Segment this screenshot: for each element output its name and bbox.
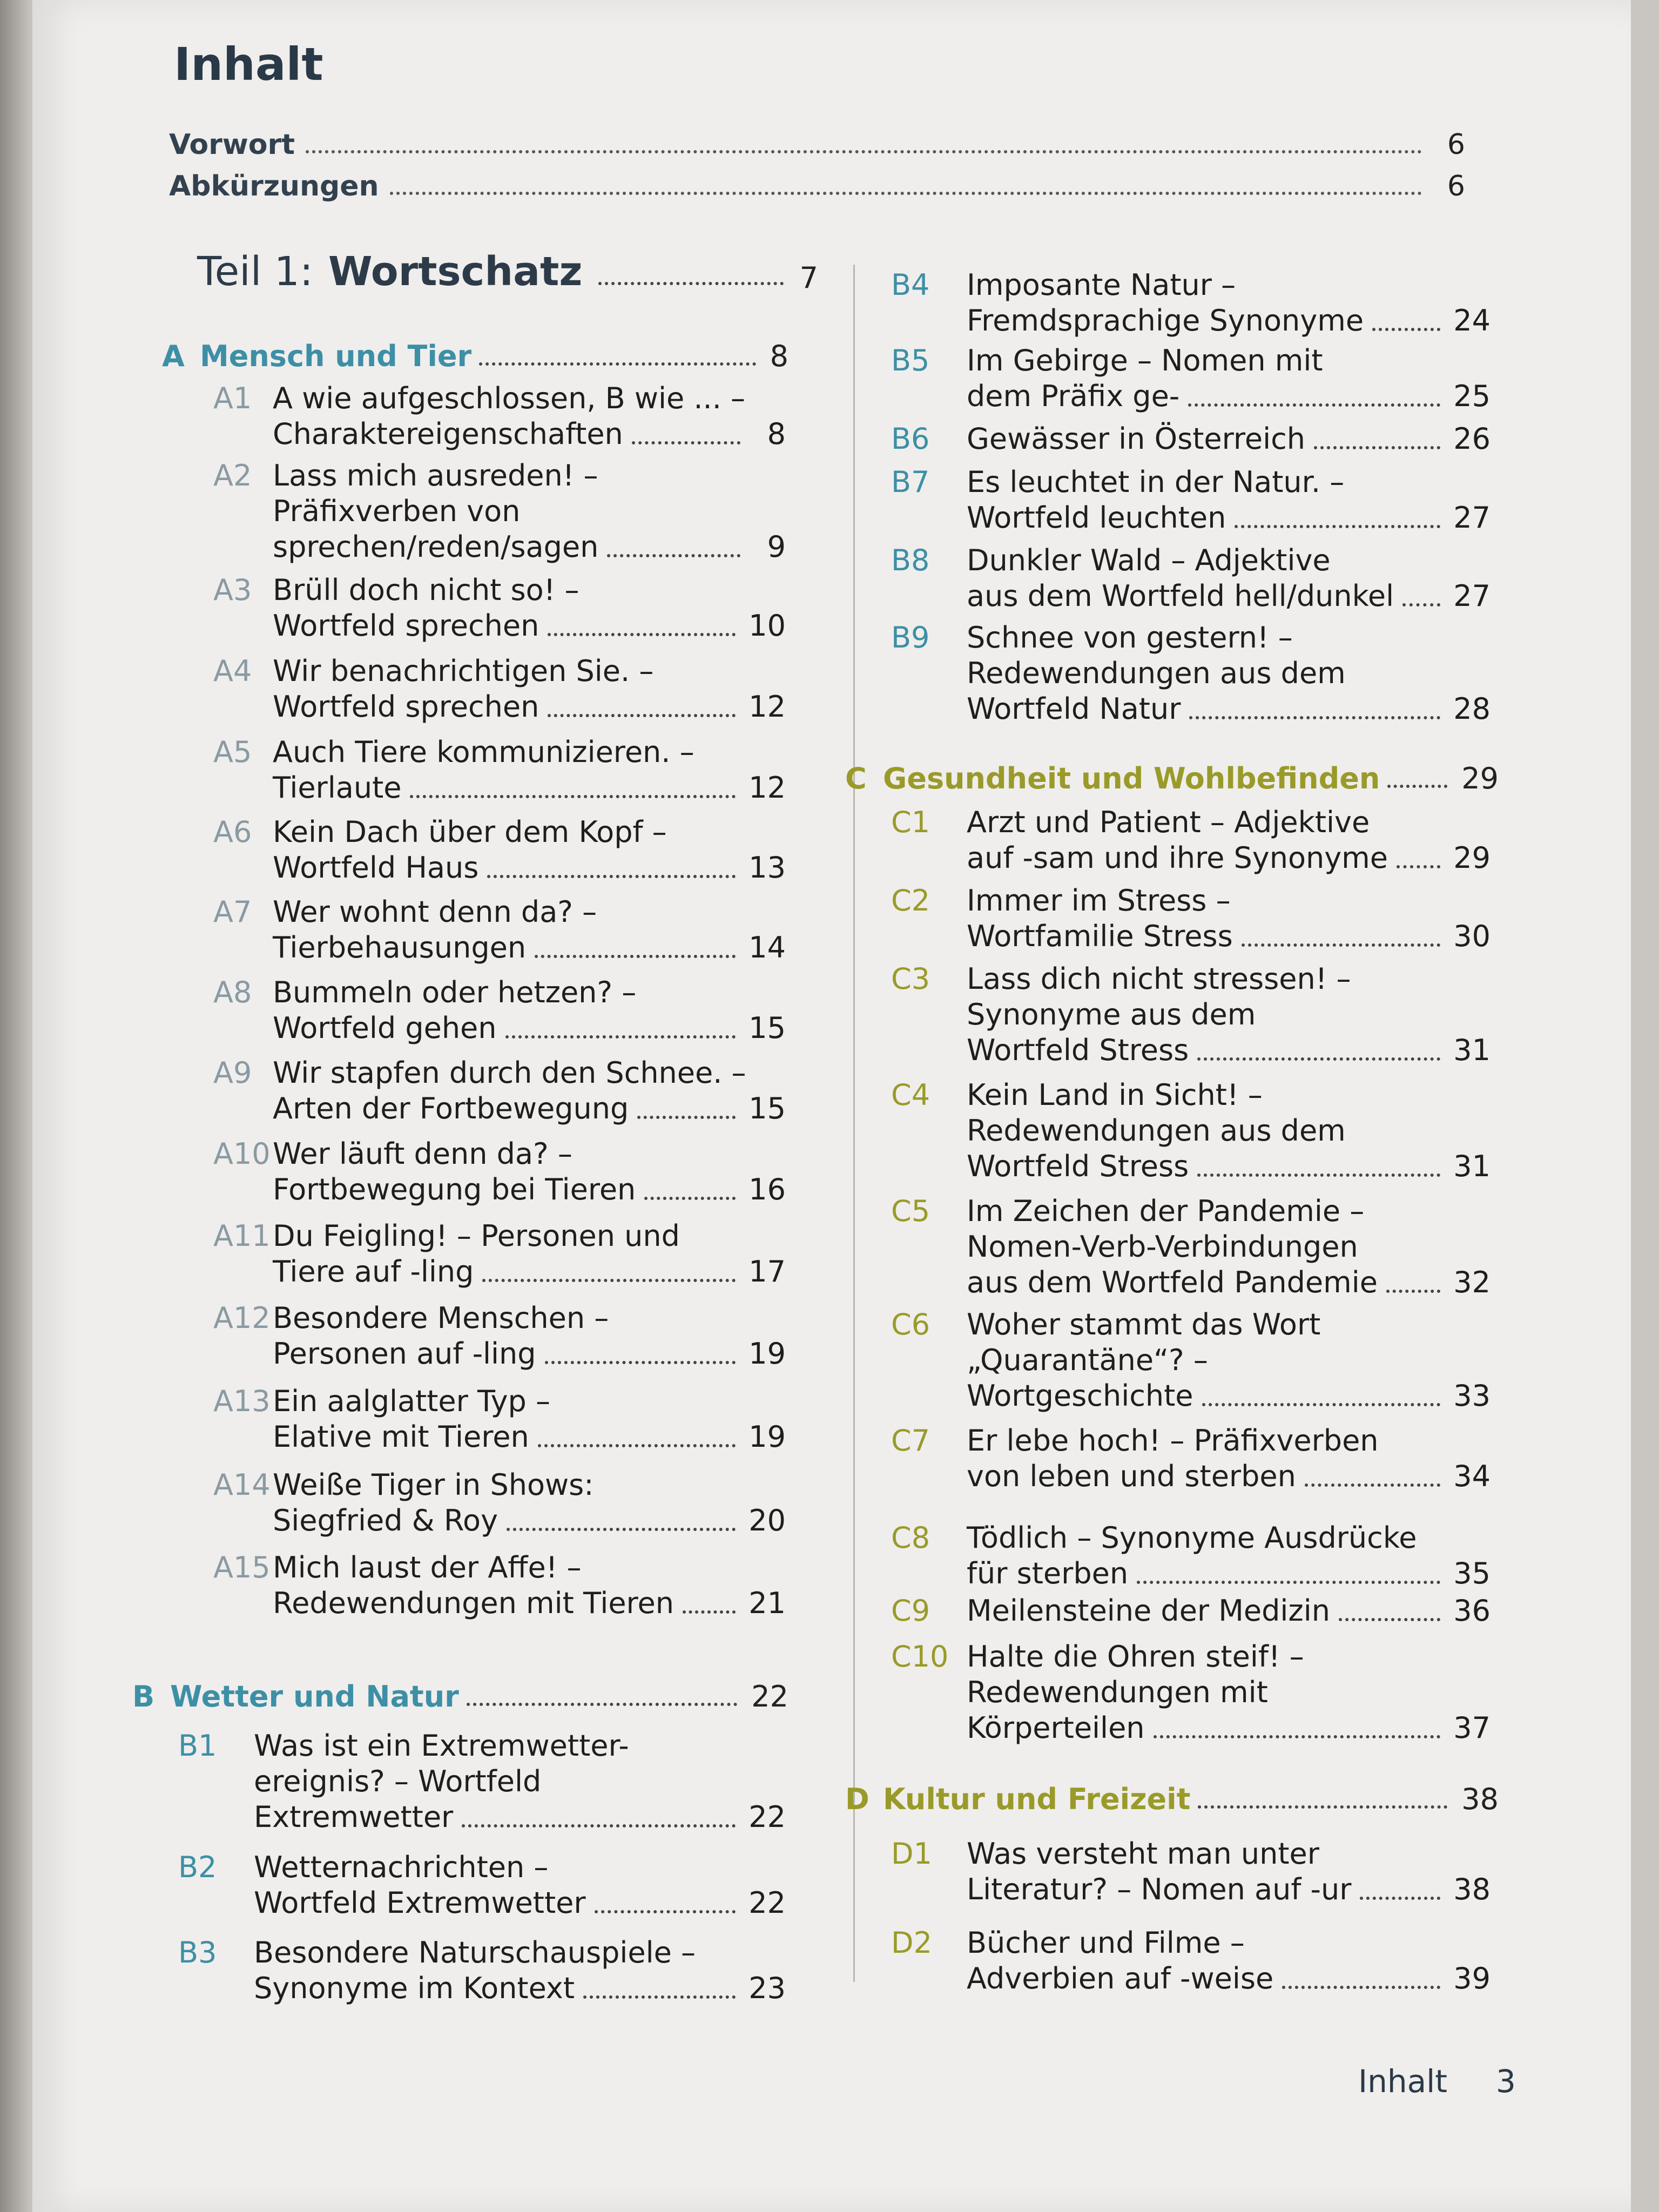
entry-page: 38 xyxy=(1453,1872,1491,1906)
entry-text-line: Wortfeld sprechen xyxy=(273,690,539,724)
entry-text-line: Wortfeld Natur xyxy=(967,692,1181,726)
leader-dots xyxy=(545,1361,736,1364)
entry-id: A14 xyxy=(213,1468,271,1502)
leader-dots xyxy=(637,1116,736,1119)
page-title: Inhalt xyxy=(174,38,323,91)
entry-id: B3 xyxy=(178,1936,217,1970)
entry-text-line: Tödlich – Synonyme Ausdrücke xyxy=(967,1521,1417,1555)
leader-dots xyxy=(644,1197,736,1200)
leader-dots xyxy=(535,955,736,958)
section-page: 29 xyxy=(1461,761,1499,795)
leader-dots xyxy=(1386,1290,1440,1293)
leader-dots xyxy=(1282,1986,1440,1989)
page-footer xyxy=(1358,2063,1516,2100)
entry-page: 21 xyxy=(748,1586,786,1620)
entry-id: A7 xyxy=(213,895,252,929)
entry-page: 13 xyxy=(748,851,786,885)
entry-text-line: Wortfeld Extremwetter xyxy=(254,1886,586,1920)
entry-text-line: Besondere Naturschauspiele – xyxy=(254,1936,696,1970)
entry-page: 12 xyxy=(748,690,786,724)
entry-id: A10 xyxy=(213,1137,271,1171)
entry-id: C10 xyxy=(891,1640,949,1674)
entry-text-line: Besondere Menschen – xyxy=(273,1301,609,1335)
entry-text-line: Kein Land in Sicht! – xyxy=(967,1078,1263,1112)
entry-id: C5 xyxy=(891,1194,930,1228)
entry-text-line: von leben und sterben xyxy=(967,1459,1296,1493)
entry-text-line: Wortfeld Stress xyxy=(967,1033,1189,1067)
entry-text-line: aus dem Wortfeld hell/dunkel xyxy=(967,579,1394,613)
leader-dots xyxy=(1235,525,1440,528)
entry-text-line: Redewendungen aus dem xyxy=(967,656,1346,690)
entry-text-line: Weiße Tiger in Shows: xyxy=(273,1468,594,1502)
entry-text-line: Imposante Natur – xyxy=(967,268,1236,302)
entry-text-line: Literatur? – Nomen auf -ur xyxy=(967,1872,1352,1906)
entry-text-line: Schnee von gestern! – xyxy=(967,621,1293,655)
leader-dots xyxy=(482,1279,736,1282)
section-letter: A xyxy=(162,339,185,373)
leader-dots xyxy=(1137,1581,1440,1584)
entry-page: 37 xyxy=(1453,1711,1491,1745)
entry-id: D2 xyxy=(891,1926,932,1960)
leader-dots xyxy=(1242,943,1441,947)
entry-id: C2 xyxy=(891,884,930,918)
leader-dots xyxy=(1314,446,1440,449)
entry-text-line: Wir stapfen durch den Schnee. – xyxy=(273,1056,746,1090)
entry-text-line: Redewendungen aus dem xyxy=(967,1114,1346,1148)
entry-page: 22 xyxy=(748,1800,786,1834)
entry-id: C3 xyxy=(891,962,930,996)
entry-page: 25 xyxy=(1453,379,1491,413)
entry-id: A1 xyxy=(213,381,252,415)
entry-text-line: Was versteht man unter xyxy=(967,1837,1319,1871)
entry-text-line: Personen auf -ling xyxy=(273,1337,536,1371)
entry-page: 31 xyxy=(1453,1033,1491,1067)
entry-text-line: Redewendungen mit Tieren xyxy=(273,1586,675,1620)
entry-id: A13 xyxy=(213,1384,271,1418)
entry-id: C8 xyxy=(891,1521,930,1555)
entry-text-line: Tiere auf -ling xyxy=(273,1255,474,1289)
leader-dots xyxy=(390,192,1422,195)
entry-id: A11 xyxy=(213,1219,271,1253)
leader-dots xyxy=(1339,1618,1440,1621)
entry-text-line: Synonyme im Kontext xyxy=(254,1971,575,2005)
entry-id: B9 xyxy=(891,621,930,655)
entry-page: 17 xyxy=(748,1255,786,1289)
entry-page: 31 xyxy=(1453,1149,1491,1183)
entry-id: A9 xyxy=(213,1056,252,1090)
entry-id: A8 xyxy=(213,975,252,1009)
entry-id: A5 xyxy=(213,735,252,769)
leader-dots xyxy=(1197,1057,1440,1061)
entry-page: 26 xyxy=(1453,422,1491,456)
entry-text-line: Adverbien auf -weise xyxy=(967,1961,1274,1995)
entry-id: C4 xyxy=(891,1078,930,1112)
entry-page: 27 xyxy=(1453,579,1491,613)
entry-text-line: Synonyme aus dem xyxy=(967,997,1256,1031)
entry-text-line: Dunkler Wald – Adjektive xyxy=(967,543,1331,577)
entry-page: 23 xyxy=(748,1971,786,2005)
leader-dots xyxy=(505,1035,736,1038)
entry-text-line: Wortfeld gehen xyxy=(273,1011,497,1045)
entry-text-line: Bücher und Filme – xyxy=(967,1926,1245,1960)
entry-text-line: Lass mich ausreden! – xyxy=(273,458,598,493)
entry-text-line: Woher stammt das Wort xyxy=(967,1307,1321,1341)
entry-page: 12 xyxy=(748,771,786,805)
entry-text-line: Präfixverben von xyxy=(273,494,521,528)
entry-id: B6 xyxy=(891,422,930,456)
front-matter-vorwort xyxy=(169,129,1465,161)
entry-page: 19 xyxy=(748,1337,786,1371)
entry-text-line: Wortgeschichte xyxy=(967,1379,1193,1413)
entry-text-line: Ein aalglatter Typ – xyxy=(273,1384,550,1418)
front-label: Vorwort xyxy=(169,129,295,161)
section-page: 22 xyxy=(751,1680,788,1714)
entry-page: 24 xyxy=(1453,304,1491,338)
leader-dots xyxy=(548,714,736,717)
section-heading-b xyxy=(132,1680,788,1714)
entry-text-line: Was ist ein Extremwetter- xyxy=(254,1729,629,1763)
part-prefix: Teil 1: xyxy=(197,248,313,295)
entry-page: 35 xyxy=(1453,1556,1491,1590)
entry-text-line: Im Zeichen der Pandemie – xyxy=(967,1194,1365,1228)
section-page: 38 xyxy=(1461,1782,1499,1816)
entry-text-line: Immer im Stress – xyxy=(967,884,1231,918)
entry-text-line: Wortfamilie Stress xyxy=(967,919,1233,953)
part-name: Wortschatz xyxy=(328,248,583,295)
section-letter: C xyxy=(845,761,867,795)
front-page: 6 xyxy=(1447,129,1465,161)
entry-id: C6 xyxy=(891,1307,930,1341)
front-matter-abkuerzungen xyxy=(169,170,1465,203)
part-heading xyxy=(197,248,818,295)
entry-text-line: Halte die Ohren steif! – xyxy=(967,1640,1304,1674)
entry-text-line: auf -sam und ihre Synonyme xyxy=(967,841,1388,875)
entry-id: A4 xyxy=(213,654,252,688)
entry-page: 34 xyxy=(1453,1459,1491,1493)
leader-dots xyxy=(1154,1735,1441,1738)
leader-dots xyxy=(1305,1483,1440,1487)
entry-page: 39 xyxy=(1453,1961,1491,1995)
leader-dots xyxy=(467,1703,737,1706)
entry-text-line: „Quarantäne“? – xyxy=(967,1343,1208,1377)
leader-dots xyxy=(1387,785,1447,788)
entry-text-line: Wer wohnt denn da? – xyxy=(273,895,597,929)
section-letter: B xyxy=(132,1680,155,1714)
entry-id: D1 xyxy=(891,1837,932,1871)
entry-text-line: A wie aufgeschlossen, B wie ... – xyxy=(273,381,746,415)
entry-text-line: Wortfeld sprechen xyxy=(273,609,539,643)
entry-id: A15 xyxy=(213,1550,271,1584)
leader-dots xyxy=(1397,865,1440,868)
entry-page: 28 xyxy=(1453,692,1491,726)
entry-text-line: Im Gebirge – Nomen mit xyxy=(967,343,1323,377)
entry-text-line: Wir benachrichtigen Sie. – xyxy=(273,654,654,688)
entry-id: B5 xyxy=(891,343,930,377)
entry-id: B4 xyxy=(891,268,930,302)
leader-dots xyxy=(683,1610,736,1614)
entry-page: 22 xyxy=(748,1886,786,1920)
entry-page: 10 xyxy=(748,609,786,643)
entry-id: A3 xyxy=(213,573,252,607)
leader-dots xyxy=(1197,1174,1440,1177)
leader-dots xyxy=(1372,328,1440,331)
section-heading-a xyxy=(162,339,788,373)
footer-label: Inhalt xyxy=(1358,2063,1448,2100)
section-heading-c xyxy=(845,761,1499,795)
leader-dots xyxy=(1202,1403,1441,1406)
section-title: Mensch und Tier xyxy=(200,339,472,373)
leader-dots xyxy=(479,362,756,366)
entry-page: 27 xyxy=(1453,501,1491,535)
entry-text-line: Es leuchtet in der Natur. – xyxy=(967,465,1345,499)
leader-dots xyxy=(487,875,736,878)
section-title: Wetter und Natur xyxy=(170,1680,459,1714)
entry-id: B7 xyxy=(891,465,930,499)
leader-dots xyxy=(1198,1805,1447,1809)
entry-page: 30 xyxy=(1453,919,1491,953)
entry-id: A6 xyxy=(213,815,252,849)
entry-page: 16 xyxy=(748,1172,786,1206)
leader-dots xyxy=(598,282,783,285)
entry-text-line: Du Feigling! – Personen und xyxy=(273,1219,680,1253)
entry-text-line: Tierbehausungen xyxy=(273,930,527,965)
column-divider xyxy=(853,265,855,1982)
entry-text-line: Tierlaute xyxy=(273,771,402,805)
entry-text-line: Siegfried & Roy xyxy=(273,1503,498,1537)
entry-id: C1 xyxy=(891,805,930,839)
section-heading-d xyxy=(845,1782,1499,1816)
leader-dots xyxy=(583,1995,736,1999)
leader-dots xyxy=(306,150,1422,153)
leader-dots xyxy=(410,795,736,798)
entry-text-line: Er lebe hoch! – Präfixverben xyxy=(967,1424,1379,1458)
entry-text-line: Wortfeld Stress xyxy=(967,1149,1189,1183)
entry-text-line: Wortfeld leuchten xyxy=(967,501,1226,535)
entry-text-line: Gewässer in Österreich xyxy=(967,422,1306,456)
entry-text-line: Bummeln oder hetzen? – xyxy=(273,975,637,1009)
entry-id: C7 xyxy=(891,1424,930,1458)
leader-dots xyxy=(1402,603,1440,606)
entry-text-line: Extremwetter xyxy=(254,1800,454,1834)
entry-text-line: Wer läuft denn da? – xyxy=(273,1137,572,1171)
entry-page: 33 xyxy=(1453,1379,1491,1413)
leader-dots xyxy=(548,633,736,636)
leader-dots xyxy=(1189,716,1440,719)
section-title: Kultur und Freizeit xyxy=(883,1782,1191,1816)
entry-page: 36 xyxy=(1453,1594,1491,1628)
entry-text-line: Mich laust der Affe! – xyxy=(273,1550,582,1584)
leader-dots xyxy=(1188,403,1440,407)
entry-page: 15 xyxy=(748,1011,786,1045)
entry-text-line: Fremdsprachige Synonyme xyxy=(967,304,1364,338)
entry-text-line: Wetternachrichten – xyxy=(254,1850,549,1884)
entry-id: A2 xyxy=(213,458,252,493)
entry-text-line: sprechen/reden/sagen xyxy=(273,530,599,564)
entry-text-line: Redewendungen mit xyxy=(967,1675,1268,1709)
entry-page: 20 xyxy=(748,1503,786,1537)
entry-text-line: ereignis? – Wortfeld xyxy=(254,1764,542,1798)
leader-dots xyxy=(595,1910,736,1913)
section-letter: D xyxy=(845,1782,869,1816)
leader-dots xyxy=(632,441,740,444)
leader-dots xyxy=(607,554,740,557)
entry-text-line: Fortbewegung bei Tieren xyxy=(273,1172,636,1206)
entry-id: B1 xyxy=(178,1729,217,1763)
entry-text-line: Wortfeld Haus xyxy=(273,851,479,885)
entry-page: 29 xyxy=(1453,841,1491,875)
entry-id: B2 xyxy=(178,1850,217,1884)
entry-text-line: Auch Tiere kommunizieren. – xyxy=(273,735,694,769)
part-page: 7 xyxy=(799,261,818,295)
section-title: Gesundheit und Wohlbefinden xyxy=(883,761,1380,795)
leader-dots xyxy=(538,1444,736,1447)
entry-id: B8 xyxy=(891,543,930,577)
entry-page: 9 xyxy=(767,530,786,564)
entry-page: 15 xyxy=(748,1091,786,1125)
entry-text-line: Brüll doch nicht so! – xyxy=(273,573,579,607)
section-page: 8 xyxy=(770,339,788,373)
entry-text-line: Arten der Fortbewegung xyxy=(273,1091,629,1125)
entry-id: C9 xyxy=(891,1594,930,1628)
entry-page: 14 xyxy=(748,930,786,965)
entry-id: A12 xyxy=(213,1301,271,1335)
front-label: Abkürzungen xyxy=(169,170,379,203)
entry-text-line: für sterben xyxy=(967,1556,1129,1590)
book-spine-shadow xyxy=(0,0,32,2212)
entry-text-line: Lass dich nicht stressen! – xyxy=(967,962,1351,996)
page xyxy=(32,0,1631,2212)
entry-text-line: Nomen-Verb-Verbindungen xyxy=(967,1230,1358,1264)
leader-dots xyxy=(1360,1897,1440,1900)
front-page: 6 xyxy=(1447,170,1465,203)
entry-text-line: Elative mit Tieren xyxy=(273,1420,529,1454)
entry-text-line: dem Präfix ge- xyxy=(967,379,1180,413)
entry-text-line: Charaktereigenschaften xyxy=(273,417,623,451)
page-number: 3 xyxy=(1496,2063,1516,2100)
entry-text-line: Kein Dach über dem Kopf – xyxy=(273,815,667,849)
entry-page: 32 xyxy=(1453,1265,1491,1299)
entry-page: 19 xyxy=(748,1420,786,1454)
leader-dots xyxy=(462,1824,736,1827)
entry-text-line: aus dem Wortfeld Pandemie xyxy=(967,1265,1378,1299)
leader-dots xyxy=(507,1528,736,1531)
entry-text-line: Meilensteine der Medizin xyxy=(967,1594,1330,1628)
entry-page: 8 xyxy=(767,417,786,451)
entry-text-line: Körperteilen xyxy=(967,1711,1145,1745)
entry-text-line: Arzt und Patient – Adjektive xyxy=(967,805,1370,839)
